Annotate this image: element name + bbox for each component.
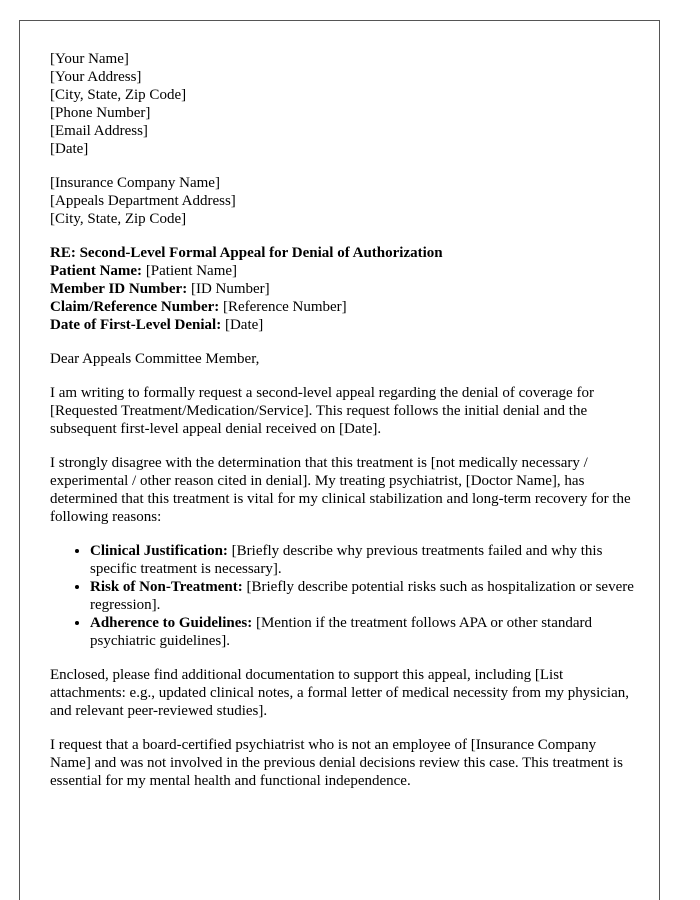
paragraph-enclosures: Enclosed, please find additional documentation to support this appeal, including [List attachments: e.g., updated clinical notes, a formal letter of medical necessity from my physician, and relevant peer-reviewed studies]. [50,667,629,719]
recipient-address: [Appeals Department Address] [50,193,236,209]
reason-label: Clinical Justification: [90,543,228,559]
claim-number-line [50,298,640,316]
list-item [90,614,640,650]
patient-name-value: [Patient Name] [142,263,238,279]
letter-content [50,50,640,806]
sender-name: [Your Name] [50,51,129,67]
sender-block [50,50,640,158]
member-id-label: Member ID Number: [50,281,188,297]
denial-date-value: [Date] [221,317,264,333]
claim-number-value: [Reference Number] [219,299,347,315]
reason-text: [Briefly describe why previous treatments failed and why this specific treatment is necessary]. [90,543,603,577]
sender-city-state-zip: [City, State, Zip Code] [50,87,187,103]
sender-email: [Email Address] [50,123,148,139]
sender-date: [Date] [50,141,89,157]
list-item [90,578,640,614]
denial-date-label: Date of First-Level Denial: [50,317,222,333]
recipient-company: [Insurance Company Name] [50,175,220,191]
recipient-city-state-zip: [City, State, Zip Code] [50,211,187,227]
list-item [90,542,640,578]
recipient-block [50,174,640,228]
reason-text: [Briefly describe potential risks such as hospitalization or severe regression]. [90,579,634,613]
reasons-list [50,542,640,650]
salutation: Dear Appeals Committee Member, [50,351,260,367]
letter-page [19,20,660,900]
patient-name-label: Patient Name: [50,263,143,279]
reason-label: Risk of Non-Treatment: [90,579,243,595]
paragraph-review-request: I request that a board-certified psychiatrist who is not an employee of [Insurance Company Name] and was not involved in the previous denial decisions review this case. This treatment is essential for my mental health and functional independence. [50,737,623,789]
sender-phone: [Phone Number] [50,105,151,121]
member-id-line [50,280,640,298]
reference-block [50,244,640,334]
re-line-text: RE: Second-Level Formal Appeal for Denial of Authorization [50,245,443,261]
patient-name-line [50,262,640,280]
denial-date-line [50,316,640,334]
claim-number-label: Claim/Reference Number: [50,299,220,315]
reason-label: Adherence to Guidelines: [90,615,253,631]
paragraph-request: I am writing to formally request a second-level appeal regarding the denial of coverage for [Requested Treatment/Medication/Service]. This request follows the initial denial and the subsequent first-level appeal denial received on [Date]. [50,385,594,437]
reason-text: [Mention if the treatment follows APA or other standard psychiatric guidelines]. [90,615,593,649]
paragraph-disagreement: I strongly disagree with the determination that this treatment is [not medically necessary / experimental / other reason cited in denial]. My treating psychiatrist, [Doctor Name], has determined that this treatment is vital for my clinical stabilization and long-term recovery for the following reasons: [50,455,631,525]
member-id-value: [ID Number] [187,281,270,297]
sender-address: [Your Address] [50,69,142,85]
re-line [50,244,640,262]
